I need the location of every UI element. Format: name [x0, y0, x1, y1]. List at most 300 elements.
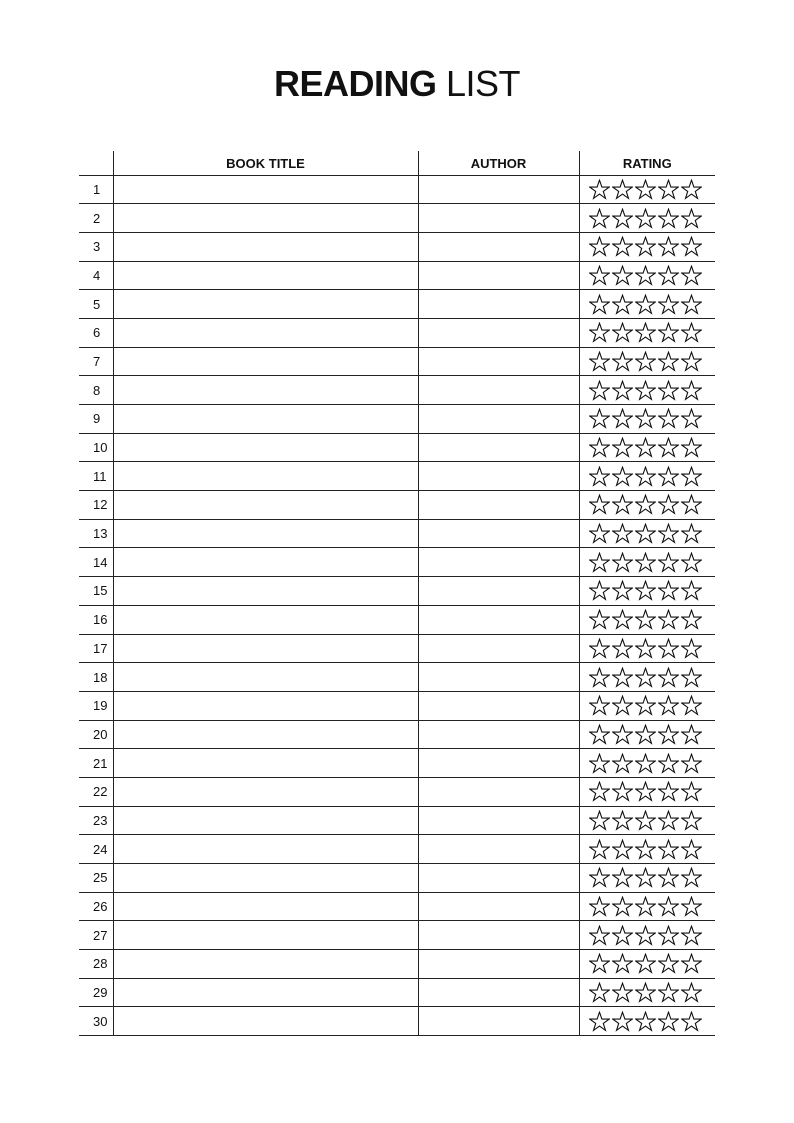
table-row	[79, 835, 715, 864]
star-outline-icon[interactable]	[612, 724, 633, 745]
star-outline-icon[interactable]	[658, 408, 679, 429]
star-outline-icon[interactable]	[635, 580, 656, 601]
author-cell[interactable]	[418, 433, 579, 462]
star-outline-icon[interactable]	[681, 638, 702, 659]
star-outline-icon[interactable]	[612, 294, 633, 315]
star-outline-icon[interactable]	[589, 896, 610, 917]
table-row	[79, 921, 715, 950]
star-outline-icon[interactable]	[612, 523, 633, 544]
rating-cell	[579, 204, 715, 233]
star-outline-icon[interactable]	[635, 781, 656, 802]
star-outline-icon[interactable]	[589, 1011, 610, 1032]
row-number: 23	[79, 806, 113, 835]
star-outline-icon[interactable]	[658, 380, 679, 401]
star-outline-icon[interactable]	[589, 179, 610, 200]
author-cell[interactable]	[418, 864, 579, 893]
star-outline-icon[interactable]	[635, 695, 656, 716]
star-outline-icon[interactable]	[612, 437, 633, 458]
star-outline-icon[interactable]	[612, 466, 633, 487]
book-title-cell[interactable]	[113, 290, 418, 319]
star-rating	[589, 466, 716, 487]
star-outline-icon[interactable]	[589, 437, 610, 458]
table-row	[79, 749, 715, 778]
star-outline-icon[interactable]	[681, 753, 702, 774]
star-outline-icon[interactable]	[612, 236, 633, 257]
star-outline-icon[interactable]	[589, 351, 610, 372]
rating-cell	[579, 892, 715, 921]
star-rating	[589, 552, 716, 573]
book-title-cell[interactable]	[113, 347, 418, 376]
star-rating	[589, 695, 716, 716]
star-outline-icon[interactable]	[681, 208, 702, 229]
star-outline-icon[interactable]	[658, 753, 679, 774]
star-outline-icon[interactable]	[681, 580, 702, 601]
star-outline-icon[interactable]	[612, 867, 633, 888]
star-outline-icon[interactable]	[589, 953, 610, 974]
star-outline-icon[interactable]	[658, 925, 679, 946]
rating-cell	[579, 806, 715, 835]
table-row	[79, 519, 715, 548]
star-outline-icon[interactable]	[635, 638, 656, 659]
table-row	[79, 175, 715, 204]
row-number: 3	[79, 232, 113, 261]
star-outline-icon[interactable]	[635, 265, 656, 286]
book-title-cell[interactable]	[113, 462, 418, 491]
book-title-cell[interactable]	[113, 548, 418, 577]
author-cell[interactable]	[418, 978, 579, 1007]
star-outline-icon[interactable]	[635, 208, 656, 229]
star-outline-icon[interactable]	[612, 896, 633, 917]
book-title-cell[interactable]	[113, 605, 418, 634]
author-cell[interactable]	[418, 663, 579, 692]
table-row	[79, 376, 715, 405]
star-outline-icon[interactable]	[589, 982, 610, 1003]
author-cell[interactable]	[418, 577, 579, 606]
star-outline-icon[interactable]	[635, 466, 656, 487]
star-outline-icon[interactable]	[589, 294, 610, 315]
star-rating	[589, 380, 716, 401]
book-title-cell[interactable]	[113, 892, 418, 921]
author-cell[interactable]	[418, 892, 579, 921]
book-title-cell[interactable]	[113, 519, 418, 548]
star-outline-icon[interactable]	[589, 265, 610, 286]
table-row	[79, 691, 715, 720]
table-row	[79, 261, 715, 290]
star-outline-icon[interactable]	[681, 896, 702, 917]
star-outline-icon[interactable]	[612, 667, 633, 688]
author-cell[interactable]	[418, 691, 579, 720]
star-outline-icon[interactable]	[658, 667, 679, 688]
star-outline-icon[interactable]	[635, 867, 656, 888]
book-title-cell[interactable]	[113, 864, 418, 893]
star-outline-icon[interactable]	[658, 982, 679, 1003]
row-number: 27	[79, 921, 113, 950]
book-title-cell[interactable]	[113, 175, 418, 204]
row-number: 29	[79, 978, 113, 1007]
rating-cell	[579, 376, 715, 405]
star-rating	[589, 638, 716, 659]
book-title-cell[interactable]	[113, 806, 418, 835]
star-outline-icon[interactable]	[635, 322, 656, 343]
book-title-cell[interactable]	[113, 978, 418, 1007]
star-outline-icon[interactable]	[681, 839, 702, 860]
book-title-cell[interactable]	[113, 261, 418, 290]
row-number: 5	[79, 290, 113, 319]
star-outline-icon[interactable]	[681, 609, 702, 630]
table-row	[79, 204, 715, 233]
star-outline-icon[interactable]	[658, 896, 679, 917]
star-outline-icon[interactable]	[589, 580, 610, 601]
author-cell[interactable]	[418, 462, 579, 491]
author-cell[interactable]	[418, 347, 579, 376]
author-cell[interactable]	[418, 720, 579, 749]
star-outline-icon[interactable]	[635, 552, 656, 573]
book-title-cell[interactable]	[113, 491, 418, 520]
star-rating	[589, 408, 716, 429]
book-title-cell[interactable]	[113, 433, 418, 462]
star-rating	[589, 609, 716, 630]
book-title-cell[interactable]	[113, 777, 418, 806]
author-cell[interactable]	[418, 548, 579, 577]
table-body	[79, 175, 715, 1036]
star-outline-icon[interactable]	[612, 810, 633, 831]
star-outline-icon[interactable]	[612, 351, 633, 372]
star-outline-icon[interactable]	[635, 523, 656, 544]
star-outline-icon[interactable]	[589, 781, 610, 802]
header-author: AUTHOR	[418, 151, 579, 175]
star-outline-icon[interactable]	[681, 781, 702, 802]
star-outline-icon[interactable]	[635, 294, 656, 315]
author-cell[interactable]	[418, 1007, 579, 1036]
star-outline-icon[interactable]	[658, 953, 679, 974]
star-outline-icon[interactable]	[612, 208, 633, 229]
rating-cell	[579, 491, 715, 520]
table-row	[79, 318, 715, 347]
star-rating	[589, 781, 716, 802]
star-rating	[589, 839, 716, 860]
star-outline-icon[interactable]	[589, 236, 610, 257]
star-outline-icon[interactable]	[658, 294, 679, 315]
star-rating	[589, 208, 716, 229]
row-number: 7	[79, 347, 113, 376]
star-outline-icon[interactable]	[635, 408, 656, 429]
star-outline-icon[interactable]	[658, 523, 679, 544]
author-cell[interactable]	[418, 835, 579, 864]
row-number: 28	[79, 950, 113, 979]
star-outline-icon[interactable]	[681, 1011, 702, 1032]
star-outline-icon[interactable]	[589, 322, 610, 343]
table-row	[79, 720, 715, 749]
star-outline-icon[interactable]	[658, 179, 679, 200]
rating-cell	[579, 347, 715, 376]
star-outline-icon[interactable]	[681, 667, 702, 688]
author-cell[interactable]	[418, 376, 579, 405]
table-row	[79, 634, 715, 663]
book-title-cell[interactable]	[113, 720, 418, 749]
author-cell[interactable]	[418, 519, 579, 548]
table-row	[79, 491, 715, 520]
author-cell[interactable]	[418, 605, 579, 634]
star-rating	[589, 1011, 716, 1032]
rating-cell	[579, 290, 715, 319]
star-outline-icon[interactable]	[658, 437, 679, 458]
star-outline-icon[interactable]	[612, 695, 633, 716]
star-outline-icon[interactable]	[658, 724, 679, 745]
book-title-cell[interactable]	[113, 921, 418, 950]
star-outline-icon[interactable]	[658, 580, 679, 601]
star-outline-icon[interactable]	[612, 494, 633, 515]
page-title-bold: READING	[273, 63, 437, 104]
author-cell[interactable]	[418, 261, 579, 290]
row-number: 22	[79, 777, 113, 806]
table-row	[79, 777, 715, 806]
star-outline-icon[interactable]	[635, 753, 656, 774]
star-outline-icon[interactable]	[658, 494, 679, 515]
star-outline-icon[interactable]	[635, 925, 656, 946]
star-outline-icon[interactable]	[589, 867, 610, 888]
star-outline-icon[interactable]	[681, 380, 702, 401]
star-outline-icon[interactable]	[635, 1011, 656, 1032]
star-outline-icon[interactable]	[681, 437, 702, 458]
book-title-cell[interactable]	[113, 376, 418, 405]
book-title-cell[interactable]	[113, 232, 418, 261]
book-title-cell[interactable]	[113, 663, 418, 692]
star-rating	[589, 925, 716, 946]
table-row	[79, 806, 715, 835]
star-outline-icon[interactable]	[635, 179, 656, 200]
star-outline-icon[interactable]	[681, 265, 702, 286]
star-outline-icon[interactable]	[589, 925, 610, 946]
star-outline-icon[interactable]	[612, 380, 633, 401]
row-number: 9	[79, 405, 113, 434]
star-outline-icon[interactable]	[589, 638, 610, 659]
star-outline-icon[interactable]	[681, 351, 702, 372]
rating-cell	[579, 605, 715, 634]
star-outline-icon[interactable]	[681, 466, 702, 487]
star-outline-icon[interactable]	[681, 982, 702, 1003]
star-outline-icon[interactable]	[681, 408, 702, 429]
star-outline-icon[interactable]	[658, 609, 679, 630]
star-outline-icon[interactable]	[658, 265, 679, 286]
rating-cell	[579, 663, 715, 692]
star-outline-icon[interactable]	[681, 494, 702, 515]
row-number: 6	[79, 318, 113, 347]
author-cell[interactable]	[418, 806, 579, 835]
book-title-cell[interactable]	[113, 950, 418, 979]
star-outline-icon[interactable]	[612, 408, 633, 429]
star-outline-icon[interactable]	[589, 552, 610, 573]
star-outline-icon[interactable]	[589, 810, 610, 831]
star-outline-icon[interactable]	[612, 1011, 633, 1032]
star-outline-icon[interactable]	[681, 523, 702, 544]
table-row	[79, 433, 715, 462]
book-title-cell[interactable]	[113, 318, 418, 347]
star-outline-icon[interactable]	[589, 208, 610, 229]
star-outline-icon[interactable]	[635, 982, 656, 1003]
rating-cell	[579, 864, 715, 893]
book-title-cell[interactable]	[113, 204, 418, 233]
row-number: 30	[79, 1007, 113, 1036]
star-outline-icon[interactable]	[658, 552, 679, 573]
star-outline-icon[interactable]	[612, 322, 633, 343]
star-outline-icon[interactable]	[589, 667, 610, 688]
star-rating	[589, 953, 716, 974]
star-outline-icon[interactable]	[658, 781, 679, 802]
book-title-cell[interactable]	[113, 634, 418, 663]
table-row	[79, 548, 715, 577]
star-rating	[589, 810, 716, 831]
star-outline-icon[interactable]	[612, 753, 633, 774]
author-cell[interactable]	[418, 318, 579, 347]
star-outline-icon[interactable]	[681, 724, 702, 745]
table-row	[79, 405, 715, 434]
row-number: 4	[79, 261, 113, 290]
star-outline-icon[interactable]	[635, 953, 656, 974]
author-cell[interactable]	[418, 491, 579, 520]
rating-cell	[579, 835, 715, 864]
author-cell[interactable]	[418, 232, 579, 261]
star-outline-icon[interactable]	[658, 208, 679, 229]
star-outline-icon[interactable]	[658, 867, 679, 888]
book-title-cell[interactable]	[113, 835, 418, 864]
star-outline-icon[interactable]	[612, 609, 633, 630]
star-outline-icon[interactable]	[635, 839, 656, 860]
star-outline-icon[interactable]	[635, 609, 656, 630]
star-outline-icon[interactable]	[589, 695, 610, 716]
star-outline-icon[interactable]	[612, 265, 633, 286]
star-outline-icon[interactable]	[612, 925, 633, 946]
star-outline-icon[interactable]	[658, 351, 679, 372]
star-outline-icon[interactable]	[681, 810, 702, 831]
row-number: 2	[79, 204, 113, 233]
author-cell[interactable]	[418, 749, 579, 778]
star-outline-icon[interactable]	[612, 580, 633, 601]
rating-cell	[579, 978, 715, 1007]
star-outline-icon[interactable]	[681, 695, 702, 716]
star-outline-icon[interactable]	[658, 236, 679, 257]
row-number: 13	[79, 519, 113, 548]
star-outline-icon[interactable]	[681, 953, 702, 974]
book-title-cell[interactable]	[113, 1007, 418, 1036]
star-outline-icon[interactable]	[635, 437, 656, 458]
author-cell[interactable]	[418, 777, 579, 806]
star-outline-icon[interactable]	[658, 638, 679, 659]
star-outline-icon[interactable]	[681, 925, 702, 946]
star-outline-icon[interactable]	[658, 322, 679, 343]
star-outline-icon[interactable]	[635, 724, 656, 745]
star-outline-icon[interactable]	[589, 609, 610, 630]
star-outline-icon[interactable]	[658, 810, 679, 831]
star-outline-icon[interactable]	[635, 351, 656, 372]
author-cell[interactable]	[418, 204, 579, 233]
row-number: 17	[79, 634, 113, 663]
star-outline-icon[interactable]	[635, 810, 656, 831]
star-outline-icon[interactable]	[589, 724, 610, 745]
rating-cell	[579, 462, 715, 491]
rating-cell	[579, 318, 715, 347]
table-header-row	[79, 151, 715, 175]
star-rating	[589, 724, 716, 745]
star-outline-icon[interactable]	[681, 867, 702, 888]
star-outline-icon[interactable]	[681, 322, 702, 343]
row-number: 1	[79, 175, 113, 204]
rating-cell	[579, 950, 715, 979]
star-rating	[589, 523, 716, 544]
row-number: 8	[79, 376, 113, 405]
star-outline-icon[interactable]	[589, 753, 610, 774]
star-rating	[589, 265, 716, 286]
star-outline-icon[interactable]	[681, 294, 702, 315]
star-rating	[589, 294, 716, 315]
row-number: 11	[79, 462, 113, 491]
row-number: 12	[79, 491, 113, 520]
star-outline-icon[interactable]	[589, 494, 610, 515]
row-number: 25	[79, 864, 113, 893]
author-cell[interactable]	[418, 290, 579, 319]
table-row	[79, 605, 715, 634]
star-outline-icon[interactable]	[612, 953, 633, 974]
star-outline-icon[interactable]	[612, 552, 633, 573]
header-book-title: BOOK TITLE	[113, 151, 418, 175]
table-row	[79, 864, 715, 893]
author-cell[interactable]	[418, 950, 579, 979]
book-title-cell[interactable]	[113, 749, 418, 778]
star-rating	[589, 322, 716, 343]
table-row	[79, 663, 715, 692]
star-outline-icon[interactable]	[635, 380, 656, 401]
author-cell[interactable]	[418, 405, 579, 434]
star-outline-icon[interactable]	[658, 839, 679, 860]
star-outline-icon[interactable]	[612, 781, 633, 802]
star-outline-icon[interactable]	[635, 896, 656, 917]
row-number: 24	[79, 835, 113, 864]
page-title	[0, 62, 794, 106]
star-outline-icon[interactable]	[635, 236, 656, 257]
star-outline-icon[interactable]	[635, 494, 656, 515]
star-outline-icon[interactable]	[658, 1011, 679, 1032]
star-rating	[589, 494, 716, 515]
row-number: 10	[79, 433, 113, 462]
row-number: 16	[79, 605, 113, 634]
book-title-cell[interactable]	[113, 691, 418, 720]
star-outline-icon[interactable]	[658, 695, 679, 716]
author-cell[interactable]	[418, 634, 579, 663]
star-outline-icon[interactable]	[681, 552, 702, 573]
star-outline-icon[interactable]	[589, 466, 610, 487]
author-cell[interactable]	[418, 175, 579, 204]
star-outline-icon[interactable]	[612, 179, 633, 200]
star-outline-icon[interactable]	[612, 839, 633, 860]
rating-cell	[579, 519, 715, 548]
book-title-cell[interactable]	[113, 405, 418, 434]
star-outline-icon[interactable]	[612, 638, 633, 659]
star-outline-icon[interactable]	[589, 839, 610, 860]
rating-cell	[579, 405, 715, 434]
author-cell[interactable]	[418, 921, 579, 950]
star-outline-icon[interactable]	[681, 236, 702, 257]
star-outline-icon[interactable]	[589, 523, 610, 544]
book-title-cell[interactable]	[113, 577, 418, 606]
table-row	[79, 577, 715, 606]
star-outline-icon[interactable]	[681, 179, 702, 200]
star-outline-icon[interactable]	[658, 466, 679, 487]
star-outline-icon[interactable]	[612, 982, 633, 1003]
star-rating	[589, 236, 716, 257]
rating-cell	[579, 261, 715, 290]
star-outline-icon[interactable]	[635, 667, 656, 688]
star-outline-icon[interactable]	[589, 408, 610, 429]
star-outline-icon[interactable]	[589, 380, 610, 401]
